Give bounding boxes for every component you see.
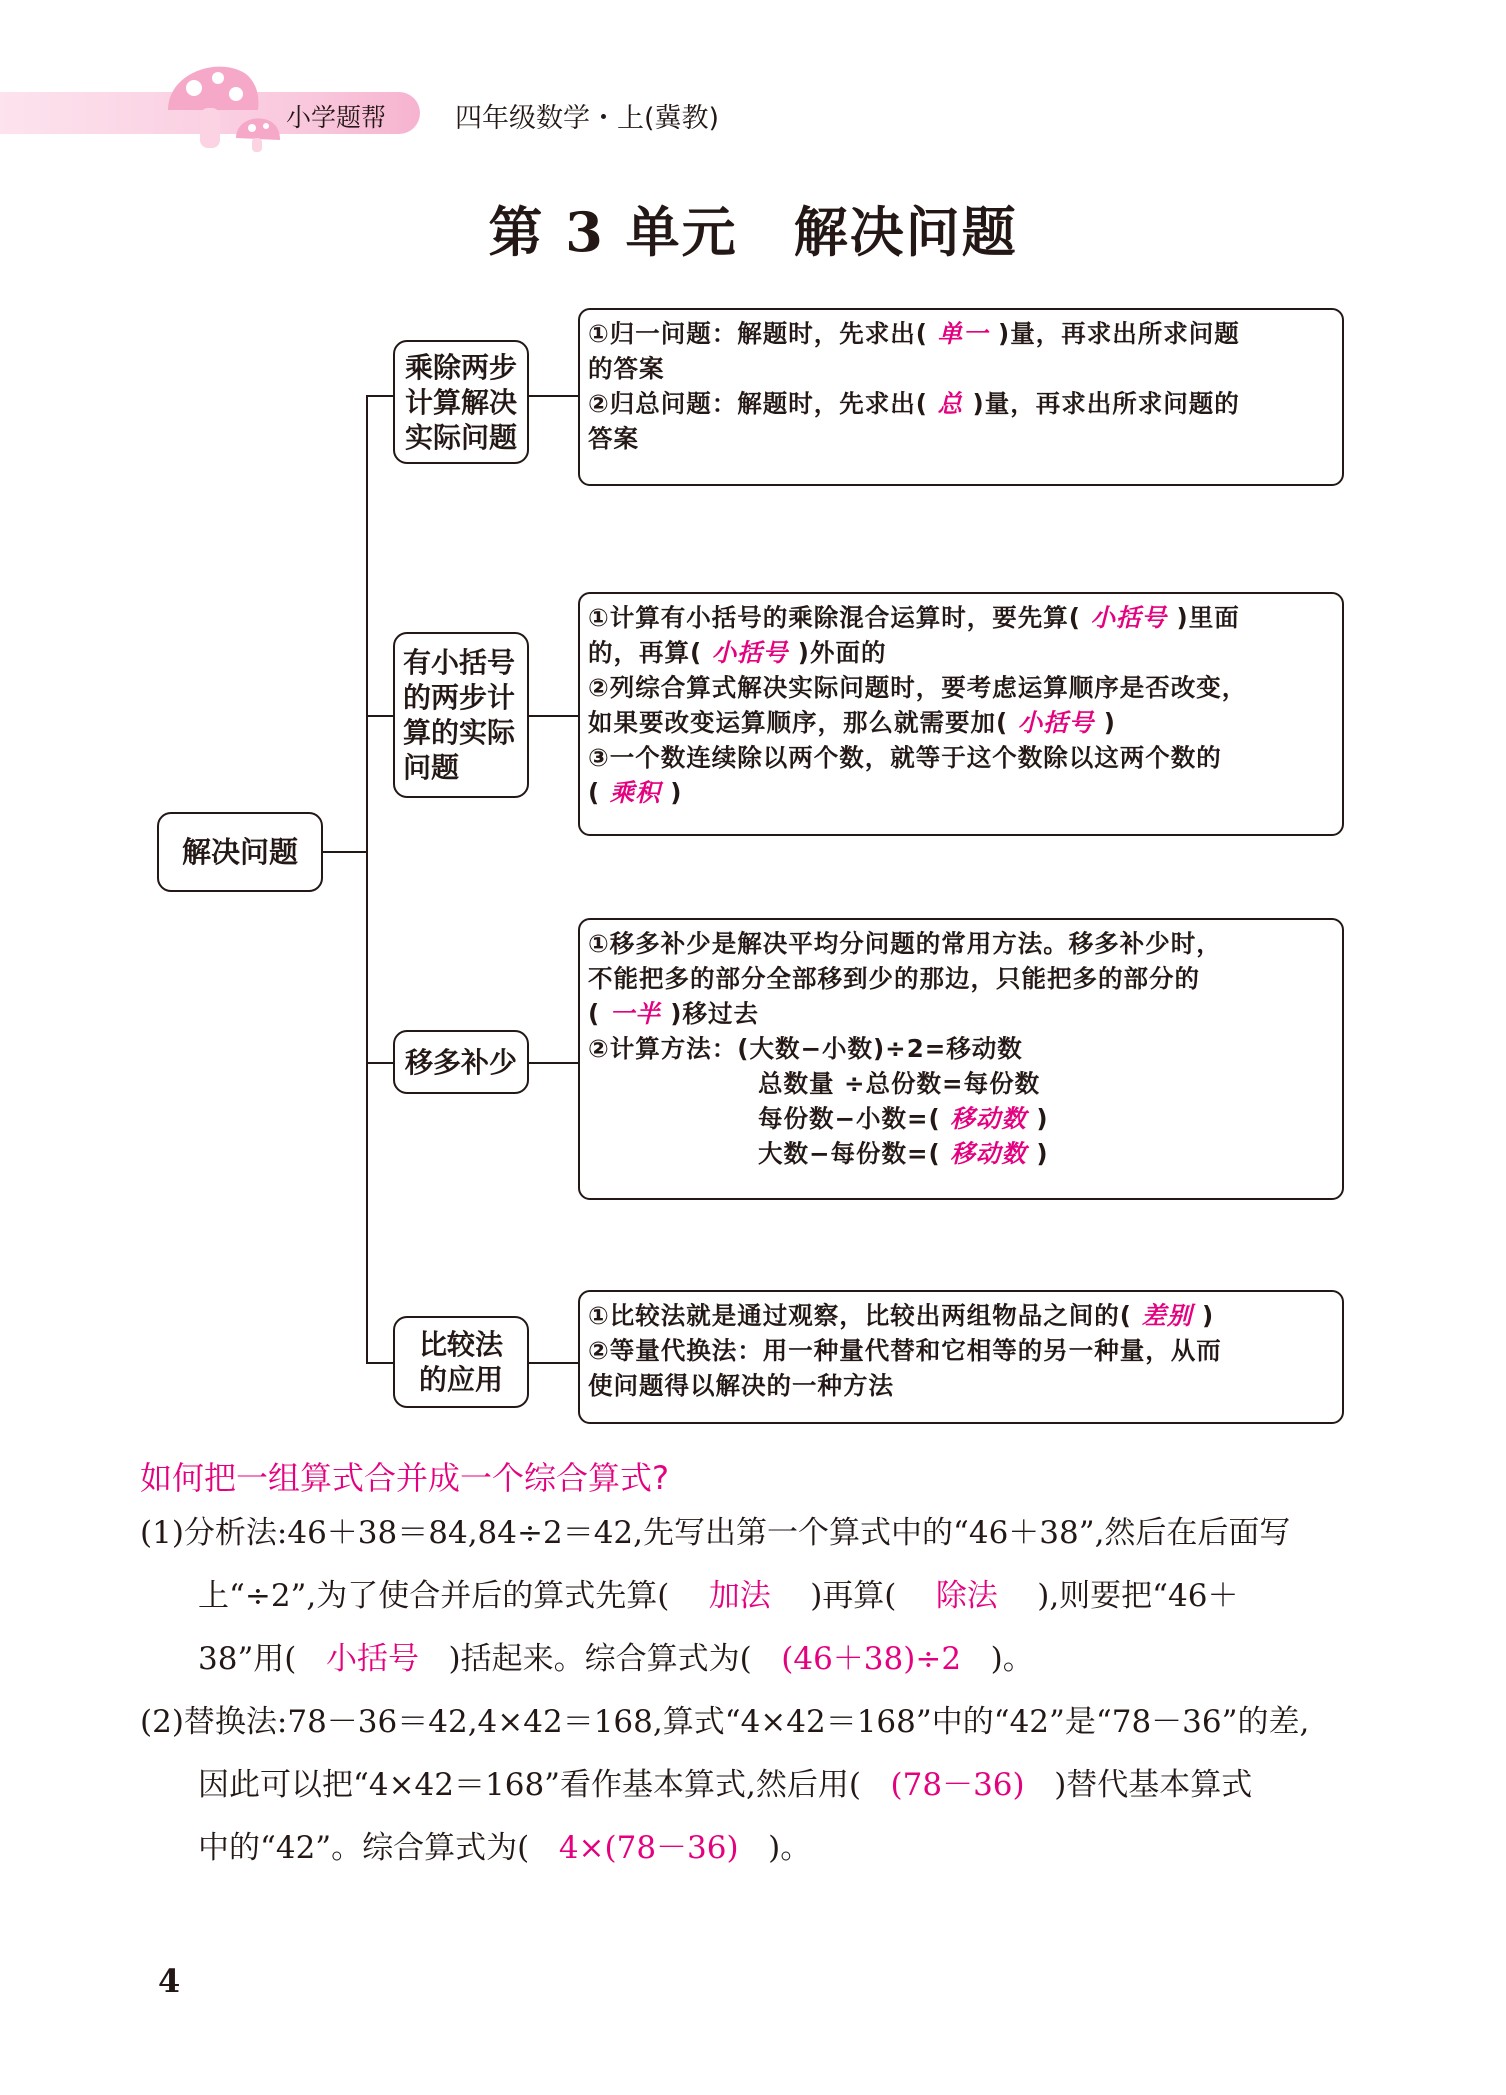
- page-number: 4: [158, 1962, 181, 2000]
- branch-node-2: [393, 632, 529, 798]
- box-line: ①计算有小括号的乘除混合运算时，要先算( 小括号 )里面: [588, 603, 1240, 632]
- connector-branch-3: [366, 1062, 393, 1064]
- box-line: ②归总问题：解题时，先求出( 总 )量，再求出所求问题的: [588, 389, 1240, 418]
- connector-branch-1: [366, 395, 393, 397]
- paragraph-substitution: [140, 1691, 1370, 1880]
- content-box-4: [578, 1290, 1344, 1424]
- box-line: ( 乘积 ): [588, 778, 683, 807]
- para-line: 中的“42”。综合算式为( 4×(78－36) )。: [198, 1830, 812, 1866]
- connector-trunk: [366, 395, 368, 1363]
- answer-text: 除法: [935, 1578, 998, 1614]
- box-line: ③一个数连续除以两个数，就等于这个数除以这两个数的: [588, 743, 1222, 772]
- connector-box-3: [529, 1062, 578, 1064]
- box-line: 不能把多的部分全部移到少的那边，只能把多的部分的: [588, 964, 1200, 993]
- box-line: 答案: [588, 424, 639, 453]
- box-line: 的，再算( 小括号 )外面的: [588, 638, 887, 667]
- book-title: 四年级数学・上(冀教): [455, 103, 720, 134]
- answer-text: 乘积: [600, 778, 671, 807]
- answer-text: 一半: [600, 999, 671, 1028]
- question-title: 如何把一组算式合并成一个综合算式?: [140, 1459, 669, 1497]
- answer-text: 单一: [927, 319, 999, 348]
- connector-branch-4: [366, 1362, 393, 1364]
- answer-text: (46＋38)÷2: [781, 1641, 962, 1677]
- answer-text: 加法: [708, 1578, 771, 1614]
- content-box-3: [578, 918, 1344, 1200]
- branch-1-label-line: 乘除两步: [404, 350, 517, 384]
- answer-text: 4×(78－36): [558, 1830, 739, 1866]
- answer-text: 差别: [1131, 1301, 1203, 1330]
- mindmap-root: 解决问题: [157, 812, 323, 892]
- connector-root: [323, 851, 367, 853]
- content-box-1: [578, 308, 1344, 486]
- answer-text: 小括号: [1080, 603, 1177, 632]
- connector-branch-2: [366, 715, 393, 717]
- answer-text: 总: [927, 389, 973, 418]
- box-line: 的答案: [588, 354, 665, 383]
- para-line: 38”用( 小括号 )括起来。综合算式为( (46＋38)÷2 )。: [198, 1641, 1034, 1677]
- para-line: 上“÷2”,为了使合并后的算式先算( 加法 )再算( 除法 ),则要把“46＋: [198, 1578, 1239, 1614]
- answer-text: 小括号: [325, 1641, 419, 1677]
- answer-text: 移动数: [940, 1139, 1037, 1168]
- answer-text: (78－36): [890, 1767, 1025, 1803]
- box-line: ①比较法就是通过观察，比较出两组物品之间的( 差别 ): [588, 1301, 1215, 1330]
- connector-box-4: [529, 1362, 578, 1364]
- branch-node-4: [393, 1316, 529, 1408]
- box-line: 如果要改变运算顺序，那么就需要加( 小括号 ): [588, 708, 1116, 737]
- branch-4-label-line: 比较法: [418, 1328, 503, 1361]
- box-line: 大数−每份数=( 移动数 ): [758, 1139, 1049, 1168]
- para-line: (1)分析法:46＋38＝84,84÷2＝42,先写出第一个算式中的“46＋38”,然后在后面写: [140, 1515, 1291, 1551]
- box-line: 总数量 ÷总份数=每份数: [758, 1069, 1041, 1098]
- box-line: ②计算方法：(大数−小数)÷2=移动数: [588, 1034, 1023, 1063]
- branch-2-label-line: 算的实际: [403, 716, 516, 749]
- answer-text: 小括号: [1008, 708, 1104, 737]
- branch-2-label-line: 的两步计: [403, 681, 516, 714]
- answer-text: 小括号: [702, 638, 798, 667]
- para-line: 因此可以把“4×42＝168”看作基本算式,然后用( (78－36) )替代基本算式: [198, 1767, 1253, 1803]
- answer-text: 移动数: [940, 1104, 1037, 1133]
- box-line: 使问题得以解决的一种方法: [588, 1371, 894, 1400]
- connector-box-2: [529, 715, 578, 717]
- paragraph-analysis: [140, 1502, 1370, 1691]
- title-unit: 第 3 单元: [488, 200, 738, 264]
- mushroom-icon: [160, 52, 284, 152]
- branch-3-label-line: 移多补少: [404, 1045, 517, 1079]
- box-line: ( 一半 )移过去: [588, 999, 759, 1028]
- box-line: ②列综合算式解决实际问题时，要考虑运算顺序是否改变，: [588, 673, 1248, 702]
- branch-2-label-line: 有小括号: [403, 646, 516, 679]
- branch-node-3: [393, 1030, 529, 1094]
- box-line: ①归一问题：解题时，先求出( 单一 )量，再求出所求问题: [588, 319, 1240, 348]
- connector-box-1: [529, 395, 578, 397]
- title-topic: 解决问题: [793, 200, 1018, 264]
- box-line: ①移多补少是解决平均分问题的常用方法。移多补少时，: [588, 929, 1222, 958]
- box-line: ②等量代换法：用一种量代替和它相等的另一种量，从而: [588, 1336, 1222, 1365]
- branch-4-label-line: 的应用: [418, 1363, 503, 1396]
- branch-1-label-line: 计算解决: [404, 385, 517, 419]
- branch-node-1: [393, 340, 529, 464]
- box-line: 每份数−小数=( 移动数 ): [758, 1104, 1049, 1133]
- page-title: [0, 190, 1506, 267]
- branch-1-label-line: 实际问题: [404, 420, 517, 454]
- brand-label: 小学题帮: [286, 103, 387, 132]
- content-box-2: [578, 592, 1344, 836]
- para-line: (2)替换法:78－36＝42,4×42＝168,算式“4×42＝168”中的“42”是“78－36”的差,: [140, 1704, 1310, 1740]
- branch-2-label-line: 问题: [403, 751, 460, 784]
